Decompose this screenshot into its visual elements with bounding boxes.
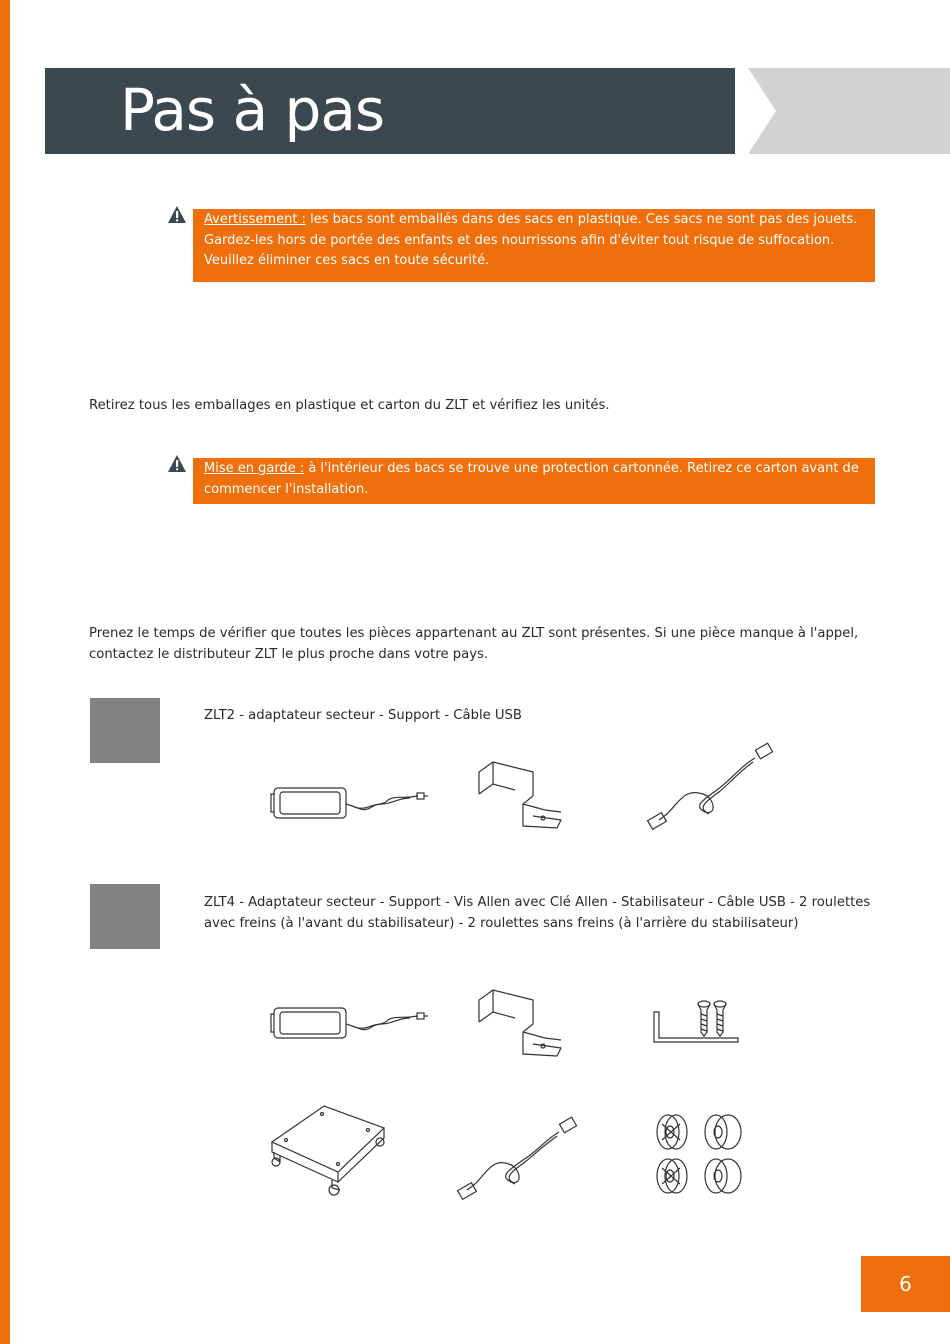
page-title: Pas à pas (120, 76, 385, 144)
item-marker (90, 698, 160, 763)
warning-triangle-icon (167, 454, 187, 473)
power-adapter-icon (270, 782, 430, 824)
caution-box (193, 458, 875, 504)
warning-box (193, 209, 875, 282)
stabilizer-cart-icon (266, 1102, 390, 1200)
casters-icon (652, 1110, 748, 1200)
bracket-icon (475, 980, 565, 1060)
caution-lead: Mise en garde : (204, 461, 305, 476)
page-number: 6 (861, 1256, 950, 1312)
warning-triangle-icon (167, 205, 187, 224)
item-description: ZLT4 - Adaptateur secteur - Support - Vis Allen avec Clé Allen - Stabilisateur - Câble USB - 2 roulettes avec freins (à l'avant du stabilisateur) - 2 roulettes sans freins (à l'arrière du stabilisateur) (204, 895, 871, 931)
warning-lead: Avertissement : (204, 212, 306, 227)
item-description: ZLT2 - adaptateur secteur - Support - Câble USB (204, 708, 522, 723)
allen-key-screws-icon (650, 998, 742, 1048)
usb-cable-icon (455, 1116, 585, 1202)
power-adapter-icon (270, 1002, 430, 1044)
bracket-icon (475, 752, 565, 832)
check-parts-paragraph: Prenez le temps de vérifier que toutes les pièces appartenant au ZLT sont présentes. Si une pièce manque à l'appel, contactez le distributeur ZLT le plus proche dans votre pays. (89, 626, 859, 662)
title-chevron-icon (735, 68, 950, 154)
usb-cable-icon (645, 742, 780, 834)
title-banner (45, 68, 735, 154)
warning-text: les bacs sont emballés dans des sacs en plastique. Ces sacs ne sont pas des jouets. Gardez-les hors de portée des enfants et des nourrissons afin d'éviter tout risque de suffocation. Veuillez éliminer ces sacs en toute sécurité. (204, 212, 858, 268)
item-marker (90, 884, 160, 949)
instruction-paragraph: Retirez tous les emballages en plastique et carton du ZLT et vérifiez les unités. (89, 398, 610, 413)
left-accent-stripe (0, 0, 10, 1344)
caution-text: à l'intérieur des bacs se trouve une protection cartonnée. Retirez ce carton avant de commencer l'installation. (204, 461, 859, 497)
